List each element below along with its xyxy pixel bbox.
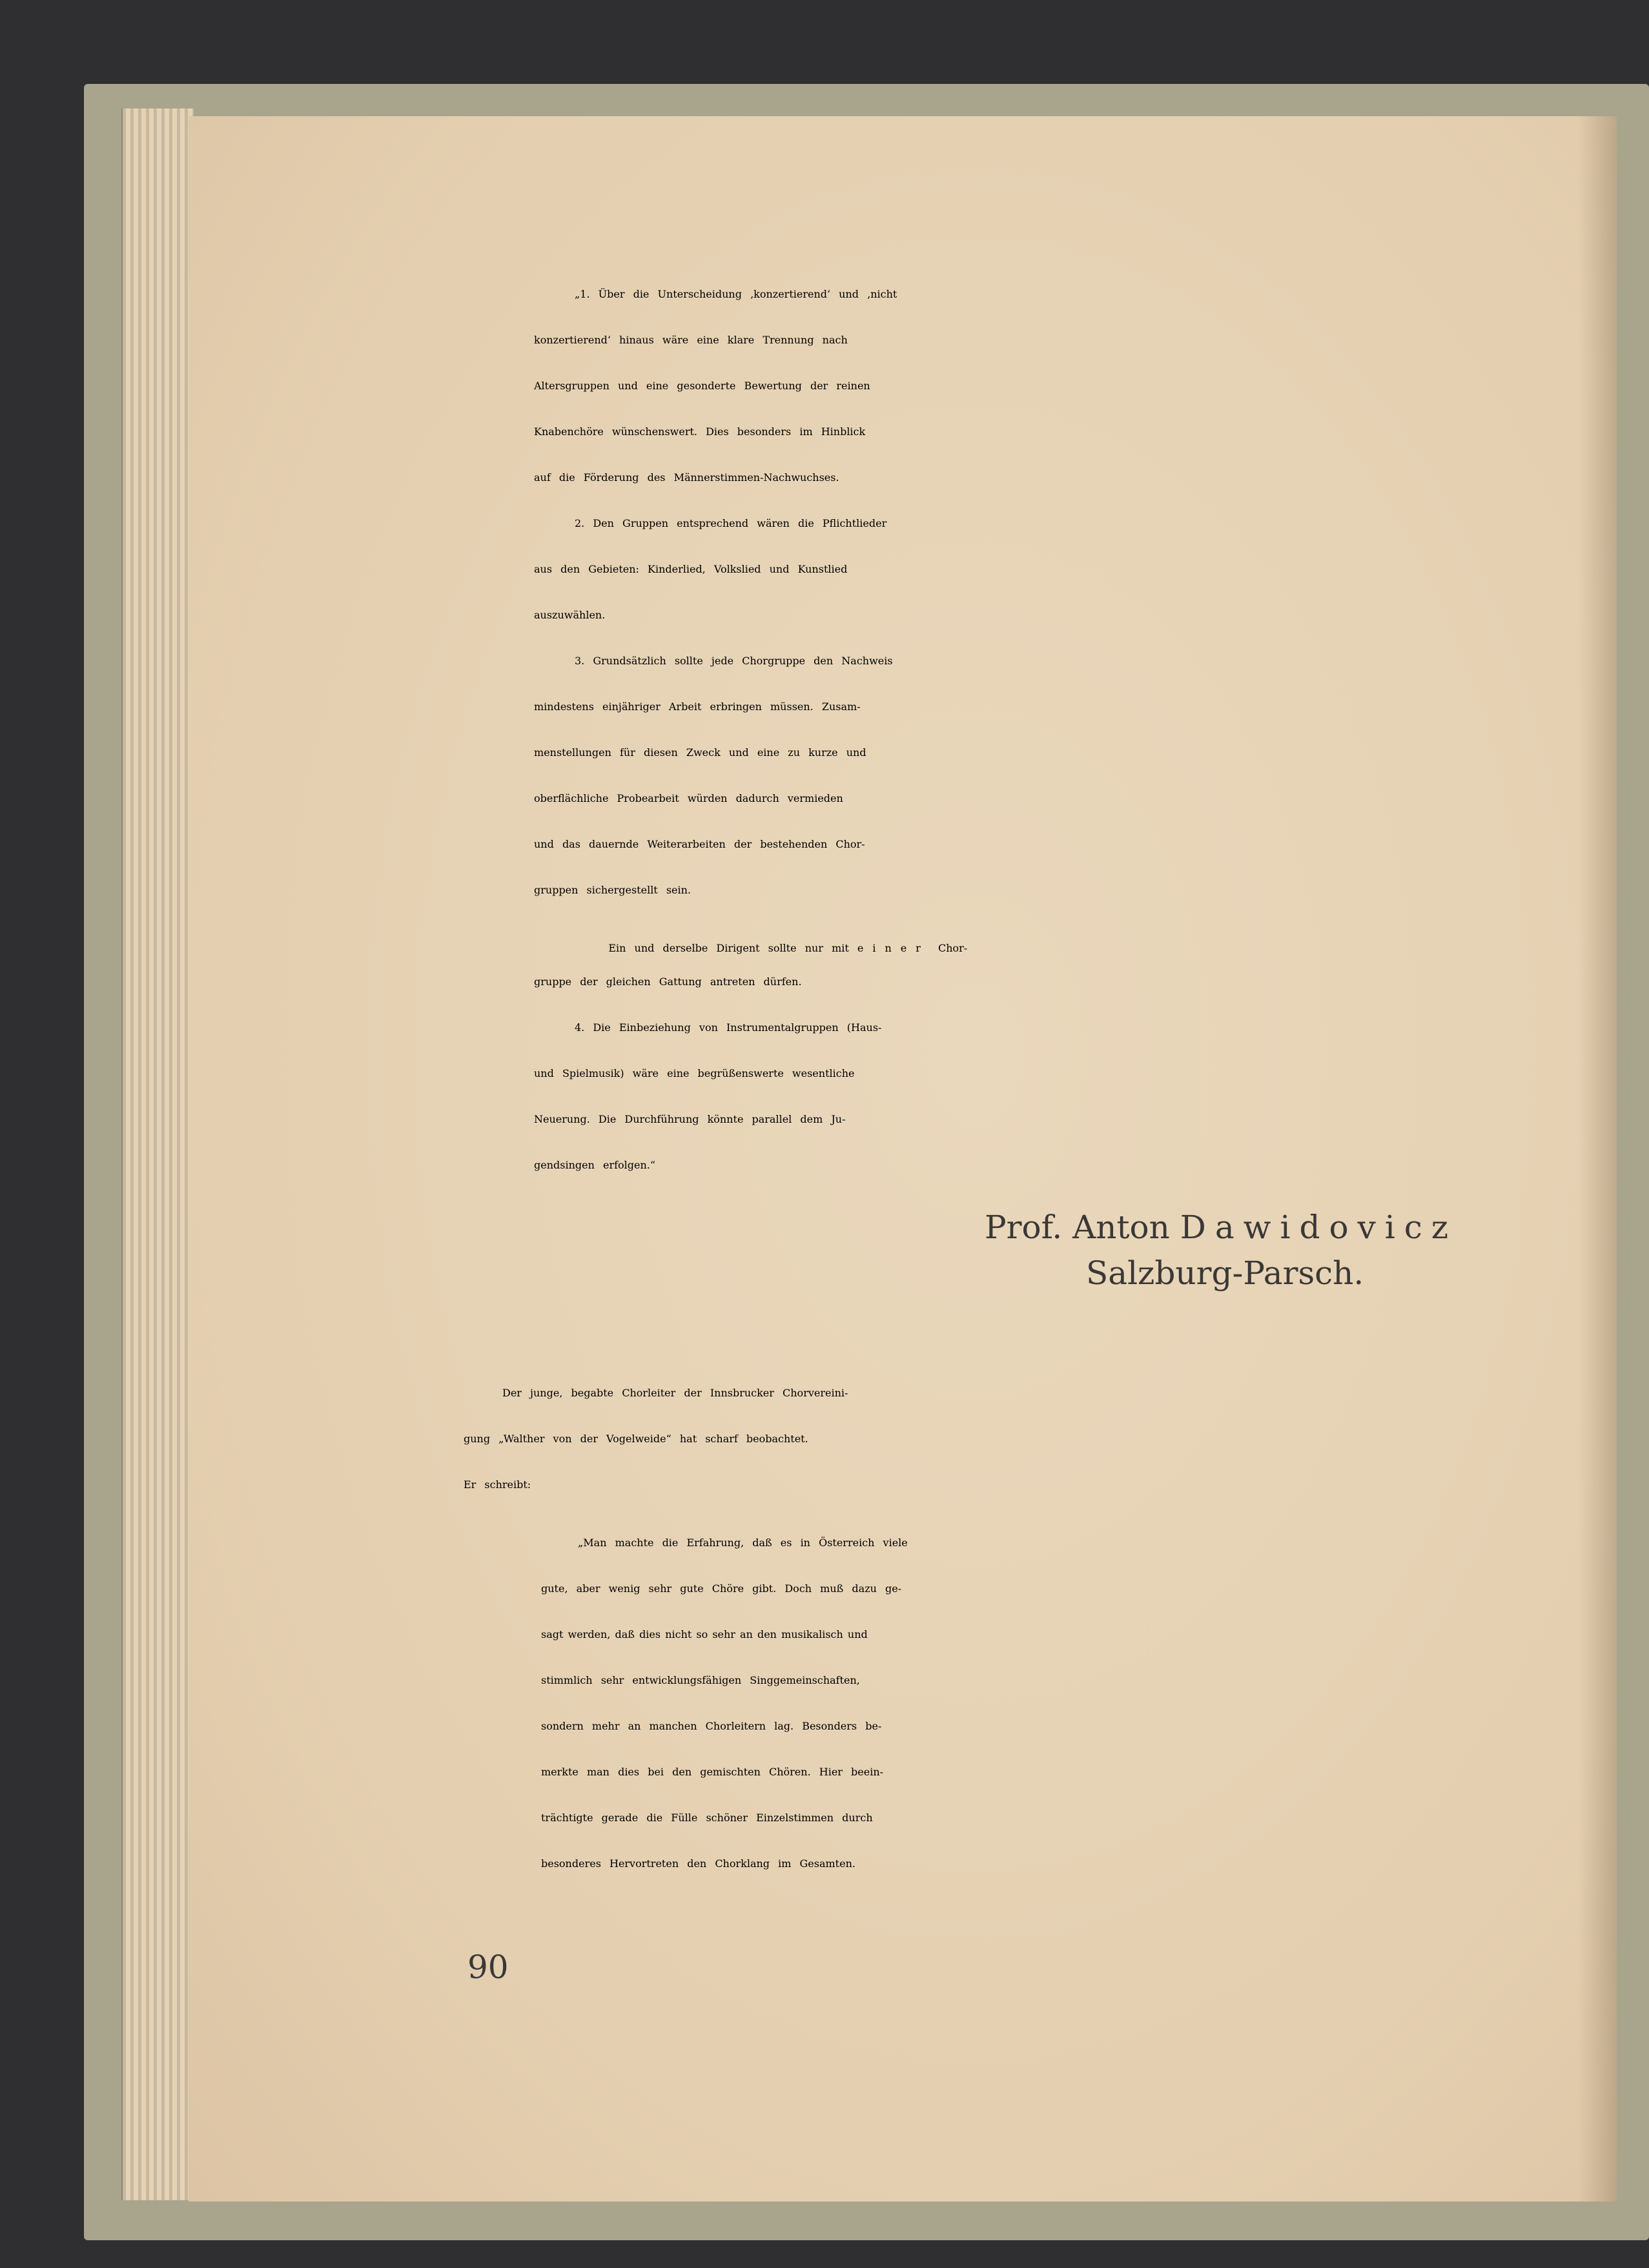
text-line: gruppe der gleichen Gattung antreten dürfen. [534,976,802,988]
text-line: 3. Grundsätzlich sollte jede Chorgruppe den Nachweis [575,655,893,667]
text-line: Neuerung. Die Durchführung könnte parallel dem Ju- [534,1113,846,1125]
page-edges [121,108,194,2200]
text-line: 4. Die Einbeziehung von Instrumentalgruppen (Haus- [575,1021,882,1034]
text-line: konzertierend‘ hinaus wäre eine klare Trennung nach [534,334,848,346]
text-line: gendsingen erfolgen.“ [534,1159,656,1171]
text-line: Der junge, begabte Chorleiter der Innsbrucker Chorvereini- [502,1387,848,1399]
text-line: aus den Gebieten: Kinderlied, Volkslied und Kunstlied [534,563,848,575]
text-line: stimmlich sehr entwicklungsfähigen Singgemeinschaften, [541,1674,860,1686]
text-line: besonderes Hervortreten den Chorklang im Gesamten. [541,1857,855,1870]
text-fragment: Ein und derselbe Dirigent sollte nur mit [608,942,857,954]
text-line: und das dauernde Weiterarbeiten der bestehenden Chor- [534,838,865,850]
text-line: auszuwählen. [534,609,606,621]
text-line: gute, aber wenig sehr gute Chöre gibt. Doch muß dazu ge- [541,1582,902,1595]
signature-name: Prof. Anton Dawidovicz [985,1209,1458,1246]
text-line: auf die Förderung des Männerstimmen-Nachwuchses. [534,471,839,484]
text-line: sondern mehr an manchen Chorleitern lag. Besonders be- [541,1720,882,1732]
page-gutter-shadow [1578,116,1617,2202]
emphasized-word: einer [857,942,930,954]
text-line [575,930,967,966]
text-line: Altersgruppen und eine gesonderte Bewertung der reinen [534,380,870,392]
text-line: und Spielmusik) wäre eine begrüßenswerte wesentliche [534,1067,855,1079]
text-fragment: Chor- [929,942,968,954]
text-line: „1. Über die Unterscheidung ‚konzertierend‘ und ‚nicht [575,288,897,300]
text-line: menstellungen für diesen Zweck und eine zu kurze und [534,746,866,759]
text-line: gung „Walther von der Vogelweide“ hat scharf beobachtet. [464,1433,808,1445]
text-line: trächtigte gerade die Fülle schöner Einzelstimmen durch [541,1812,873,1824]
text-line: oberflächliche Probearbeit würden dadurch vermieden [534,792,843,804]
text-line: sagt werden, daß dies nicht so sehr an den musikalisch und [541,1628,868,1640]
text-line: merkte man dies bei den gemischten Chören. Hier beein- [541,1766,884,1778]
book-page [189,116,1617,2202]
text-line: Er schreibt: [464,1478,531,1491]
text-line: „Man machte die Erfahrung, daß es in Österreich viele [578,1537,908,1549]
page-number: 90 [467,1948,509,1986]
signature-place: Salzburg-Parsch. [1086,1254,1364,1292]
text-line: mindestens einjähriger Arbeit erbringen müssen. Zusam- [534,700,861,713]
text-line: 2. Den Gruppen entsprechend wären die Pflichtlieder [575,517,887,529]
text-line: Knabenchöre wünschenswert. Dies besonders im Hinblick [534,425,866,438]
text-line: gruppen sichergestellt sein. [534,884,691,896]
